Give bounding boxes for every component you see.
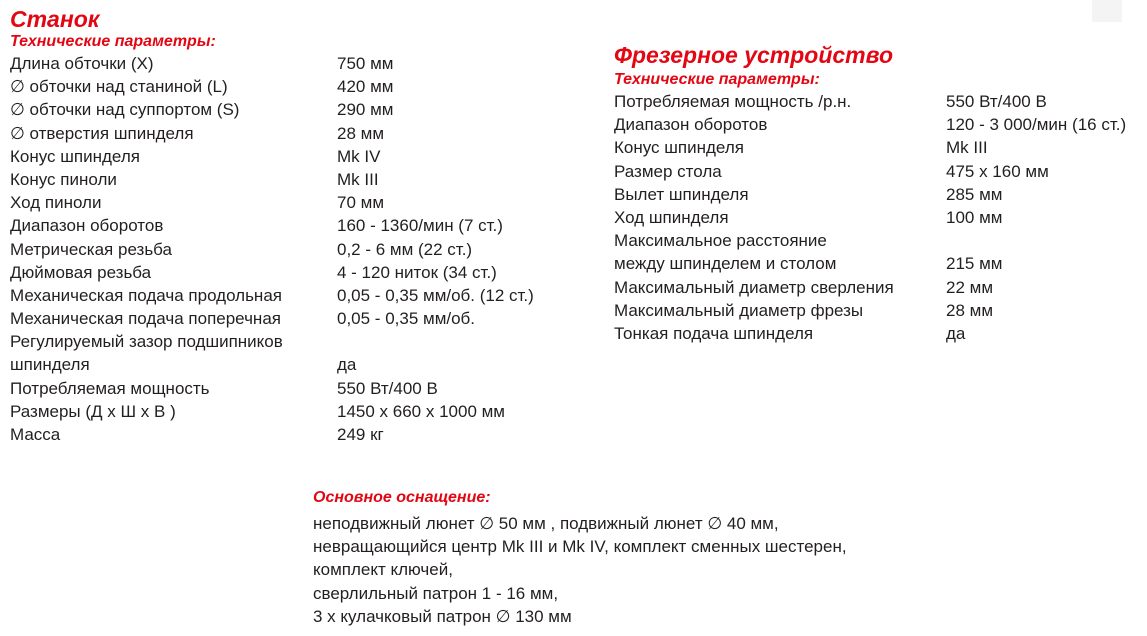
parameter-value: 750 мм [337, 54, 394, 73]
milling-parameter-row [614, 113, 1127, 136]
parameter-label: Тонкая подача шпинделя [614, 323, 814, 343]
lathe-parameters-list [10, 52, 534, 446]
milling-parameter-row [614, 299, 994, 322]
equipment-line: сверлильный патрон 1 - 16 мм, [313, 583, 559, 603]
parameter-label: Максимальный диаметр фрезы [614, 300, 864, 320]
parameter-value: 0,2 - 6 мм (22 ст.) [337, 239, 473, 259]
parameter-label: шпинделя [10, 355, 90, 375]
milling-parameter-row [614, 229, 893, 252]
equipment-line: комплект ключей, [313, 560, 453, 580]
parameter-label: Дюймовая резьба [10, 262, 152, 282]
lathe-subtitle: Технические параметры: [10, 33, 216, 50]
lathe-parameter-row [10, 122, 385, 145]
parameter-value: 120 - 3 000/мин (16 ст.) [946, 115, 1127, 135]
parameter-value: да [337, 355, 357, 375]
parameter-label: Конус шпинделя [10, 146, 140, 166]
parameter-value: 249 кг [337, 425, 384, 444]
lathe-parameter-row [10, 284, 534, 307]
parameter-value: Mk IV [337, 146, 381, 166]
parameter-value: 0,05 - 0,35 мм/об. [337, 309, 476, 329]
parameter-label: Потребляемая мощность [10, 378, 210, 398]
lathe-parameter-row [10, 145, 381, 168]
lathe-parameter-row [10, 238, 473, 261]
parameter-label: Размеры (Д х Ш х В ) [10, 401, 176, 421]
milling-parameter-row [614, 322, 966, 345]
parameter-value: 290 мм [337, 100, 394, 120]
parameter-label: Конус шпинделя [614, 138, 744, 158]
lathe-parameter-row [10, 52, 394, 75]
parameter-value: 4 - 120 ниток (34 ст.) [337, 262, 497, 282]
lathe-parameter-row [10, 377, 438, 400]
milling-section [614, 42, 1127, 345]
lathe-title: Станок [10, 6, 100, 32]
milling-title: Фрезерное устройство [614, 42, 893, 68]
parameter-label: Диапазон оборотов [10, 216, 164, 236]
parameter-label: ∅ обточки над станиной (L) [10, 77, 228, 97]
parameter-label: Вылет шпинделя [614, 184, 749, 204]
parameter-label: Ход пиноли [10, 193, 102, 213]
milling-parameter-row [614, 160, 1049, 183]
parameter-label: Максимальное расстояние [614, 231, 827, 251]
parameter-value: 550 Вт/400 В [946, 92, 1047, 111]
parameter-value: 550 Вт/400 В [337, 378, 438, 398]
parameter-value: 1450 х 660 х 1000 мм [337, 401, 505, 421]
parameter-value: Mk III [337, 169, 379, 189]
milling-parameter-row [614, 276, 994, 299]
parameter-label: ∅ отверстия шпинделя [10, 123, 194, 143]
parameter-value: 215 мм [946, 254, 1003, 274]
parameter-label: Механическая подача поперечная [10, 309, 281, 329]
parameter-label: Метрическая резьба [10, 239, 172, 259]
parameter-value: 160 - 1360/мин (7 ст.) [337, 216, 503, 236]
corner-shading [1092, 0, 1122, 22]
equipment-section [313, 489, 847, 628]
lathe-parameter-row [10, 261, 497, 284]
parameter-label: ∅ обточки над суппортом (S) [10, 100, 240, 120]
lathe-parameter-row [10, 75, 394, 98]
milling-parameter-row [614, 136, 988, 159]
parameter-value: 28 мм [337, 123, 385, 143]
parameter-label: Регулируемый зазор подшипников [10, 332, 283, 352]
parameter-value: Mk III [946, 138, 988, 158]
parameter-label: Максимальный диаметр сверления [614, 277, 894, 297]
lathe-parameter-row [10, 168, 379, 191]
parameter-label: Размер стола [614, 161, 722, 181]
lathe-parameter-row [10, 353, 357, 376]
milling-parameter-row [614, 90, 1047, 113]
milling-parameter-row [614, 252, 1003, 275]
parameter-value: 475 х 160 мм [946, 161, 1049, 181]
parameter-label: Диапазон оборотов [614, 115, 768, 135]
parameter-label: Потребляемая мощность /р.н. [614, 92, 852, 111]
parameter-value: 285 мм [946, 184, 1003, 204]
lathe-parameter-row [10, 214, 503, 237]
equipment-line: невращающийся центр Mk III и Mk IV, комплект сменных шестерен, [313, 537, 847, 557]
parameter-value: 420 мм [337, 77, 394, 97]
lathe-parameter-row [10, 400, 505, 423]
lathe-parameter-row [10, 191, 385, 214]
milling-parameters-list [614, 90, 1127, 345]
parameter-value: 22 мм [946, 277, 994, 297]
lathe-parameter-row [10, 98, 394, 121]
parameter-label: между шпинделем и столом [614, 254, 837, 274]
parameter-label: Конус пиноли [10, 169, 117, 189]
parameter-value: 100 мм [946, 207, 1003, 227]
parameter-value: да [946, 323, 966, 343]
milling-parameter-row [614, 183, 1003, 206]
equipment-title: Основное оснащение: [313, 489, 491, 506]
parameter-value: 0,05 - 0,35 мм/об. (12 ст.) [337, 285, 534, 305]
lathe-parameter-row [10, 330, 283, 353]
milling-parameter-row [614, 206, 1003, 229]
lathe-parameter-row [10, 423, 384, 446]
parameter-label: Механическая подача продольная [10, 285, 282, 305]
parameter-label: Масса [10, 425, 61, 444]
milling-subtitle: Технические параметры: [614, 71, 820, 88]
parameter-label: Длина обточки (X) [10, 54, 154, 73]
lathe-parameter-row [10, 307, 476, 330]
equipment-line: неподвижный люнет ∅ 50 мм , подвижный люнет ∅ 40 мм, [313, 514, 779, 533]
parameter-label: Ход шпинделя [614, 207, 729, 227]
parameter-value: 70 мм [337, 193, 385, 213]
equipment-line: 3 х кулачковый патрон ∅ 130 мм [313, 606, 572, 626]
lathe-section [10, 6, 534, 446]
parameter-value: 28 мм [946, 300, 994, 320]
